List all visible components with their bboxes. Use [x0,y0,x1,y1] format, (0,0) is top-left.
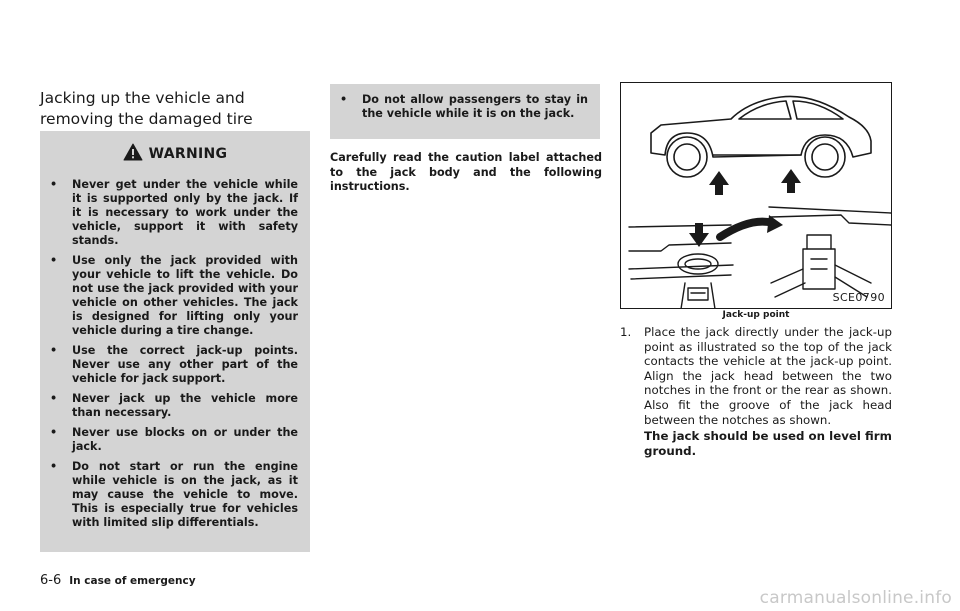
list-item [50,344,298,386]
bullet: • [50,460,58,473]
jack-point-arrow [709,169,801,195]
bullet: • [50,426,58,439]
warning-text: Never jack up the vehicle more than necessary. [72,392,298,419]
warning-list [40,178,310,530]
warning-box [40,131,310,552]
jack-up-illustration [621,83,892,309]
warning-text: Never use blocks on or under the jack. [72,426,298,453]
warning-text: Use the correct jack-up points. Never use any other part of the vehicle for jack support. [72,344,298,385]
figure-code: SCE0790 [832,291,885,304]
page-footer [40,573,196,588]
direction-arrow-head [767,215,783,233]
direction-arrow [720,222,773,237]
list-item [50,426,298,454]
bullet: • [50,392,58,405]
chapter-title: In case of emergency [69,575,196,587]
step-number: 1. [620,325,632,339]
warning-title: WARNING [148,146,228,162]
warning-box-continued [330,84,600,139]
list-item [50,460,298,530]
list-item [340,93,588,121]
jack-up-point-figure [620,82,892,309]
bullet: • [50,254,58,267]
step-note: The jack should be used on level firm ground. [644,429,892,458]
list-item [50,178,298,248]
step-text: Place the jack directly under the jack-up point as illustrated so the top of the jack contacts the vehicle at the jack-up point. Align the jack head between the two notches in the front or the rear as shown. Also fit the groove of the jack head between the notches as shown. [644,325,892,427]
warning-header [40,143,310,165]
list-item [50,392,298,420]
watermark: carmanualsonline.info [759,588,952,608]
warning-text: Use only the jack provided with your vehicle to lift the vehicle. Do not use the jack provided with your vehicle on other vehicles. The jack is designed for lifting only your vehicle during a tire change. [72,254,298,337]
warning-triangle-icon [123,143,143,165]
bullet: • [50,344,58,357]
warning-text: Do not start or run the engine while vehicle is on the jack, as it may cause the vehicle to move. This is especially true for vehicles with limited slip differentials. [72,460,298,529]
warning-list-continued [330,93,600,121]
list-item [50,254,298,338]
figure-caption: Jack-up point [722,310,790,320]
bullet: • [50,178,58,191]
car-drawing [651,96,871,177]
caution-paragraph: Carefully read the caution label attached to the jack body and the following instructions. [330,151,602,193]
warning-text: Never get under the vehicle while it is supported only by the jack. If it is necessary to work under the vehicle, support it with safety stands. [72,178,298,247]
warning-text: Do not allow passengers to stay in the vehicle while it is on the jack. [362,93,588,120]
page-number: 6-6 [40,573,62,588]
bullet: • [340,93,348,106]
section-heading: Jacking up the vehicle and removing the damaged tire [40,89,253,128]
step-1 [620,325,892,458]
